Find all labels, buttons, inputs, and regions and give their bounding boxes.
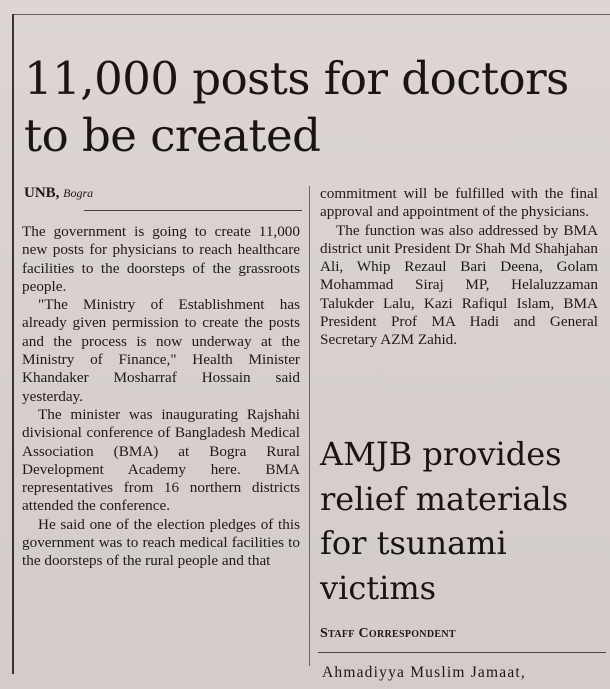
second-headline-line-2: relief materials: [320, 479, 569, 518]
article-column-2: [320, 185, 598, 350]
second-byline: Staff Correspondent: [320, 626, 456, 641]
main-headline-line-2: to be created: [24, 109, 321, 162]
paragraph-5: commitment will be fulfilled with the final approval and appointment of the physicians.: [320, 185, 598, 221]
paragraph-1: The government is going to create 11,000 new posts for physicians to reach healthcare facilities to the doorsteps of the grassroots people.: [22, 223, 300, 295]
byline-source: UNB,: [24, 185, 60, 201]
second-headline-line-4: victims: [320, 568, 437, 607]
second-headline-line-3: for tsunami: [320, 524, 507, 562]
paragraph-3: The minister was inaugurating Rajshahi divisional conference of Bangladesh Medical Association (BMA) at Bogra Rural Development Academy here. BMA representatives from 16 northern districts attended the conference.: [22, 405, 300, 515]
paragraph-2: "The Ministry of Establishment has already given permission to create the posts and the process is now underway at the Ministry of Finance," Health Minister Khandaker Mosharraf Hossain said yesterday.: [22, 296, 300, 405]
paragraph-4: He said one of the election pledges of this government was to reach medical facilities to the doorsteps of the rural people and that: [22, 515, 300, 570]
top-border-rule: [12, 14, 610, 15]
second-byline-rule: [318, 652, 606, 653]
byline: [24, 185, 93, 202]
paragraph-6: The function was also addressed by BMA district unit President Dr Shah Md Shahjahan Ali, Whip Rezaul Bari Deena, Golam Mohammad Siraj MP, Helaluzzaman Talukder Lalu, Kazi Rafiqul Islam, BMA President Prof MA Hadi and General Secretary AZM Zahid.: [320, 221, 598, 349]
second-headline: [320, 432, 605, 610]
byline-place: Bogra: [63, 186, 94, 200]
second-article-first-line: Ahmadiyya Muslim Jamaat,: [322, 664, 527, 681]
second-headline-line-1: AMJB provides: [320, 435, 562, 473]
main-headline: [24, 50, 609, 164]
main-headline-line-1: 11,000 posts for doctors: [24, 52, 569, 105]
column-divider: [309, 186, 310, 666]
left-border-rule: [12, 14, 14, 674]
byline-rule: [84, 210, 302, 211]
article-column-1: [22, 223, 300, 571]
